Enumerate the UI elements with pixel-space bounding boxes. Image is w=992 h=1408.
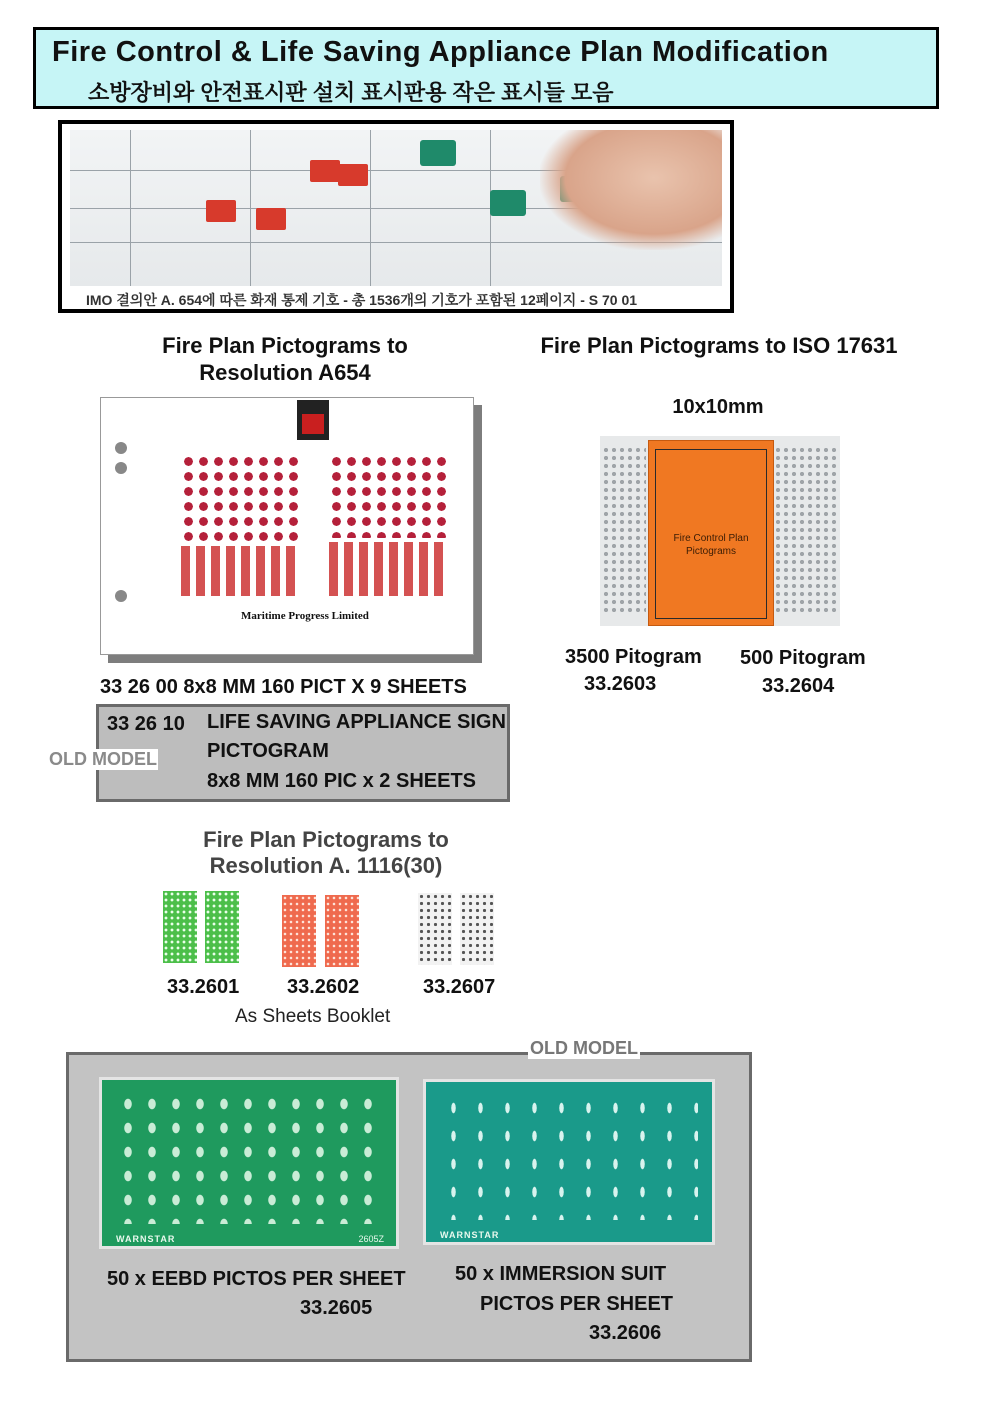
- immersion-suit-icon-grid: [440, 1094, 698, 1220]
- green-sheet-image: [205, 891, 239, 963]
- iso-item-label: 500 Pitogram: [740, 647, 866, 669]
- suit-caption-line-1: 50 x IMMERSION SUIT: [455, 1263, 667, 1285]
- banner-caption: IMO 결의안 A. 654에 따른 화재 통제 기호 - 총 1536개의 기호가 포함된 12페이지 - S 70 01: [86, 292, 638, 308]
- eebd-code: 33.2605: [300, 1297, 373, 1319]
- eebd-sheet-image: [99, 1077, 399, 1249]
- header-box: [33, 27, 939, 109]
- lsa-product-code: 33 26 10: [107, 713, 185, 735]
- eebd-caption: 50 x EEBD PICTOS PER SHEET: [107, 1268, 406, 1290]
- lsa-line-3: 8x8 MM 160 PIC x 2 SHEETS: [207, 770, 477, 792]
- eebd-icon-grid: [116, 1092, 382, 1224]
- lsa-line-2: PICTOGRAM: [207, 740, 329, 762]
- iso-size-label: 10x10mm: [672, 396, 764, 418]
- iso-item-code: 33.2603: [584, 673, 657, 695]
- iso-item-label: 3500 Pitogram: [565, 646, 702, 668]
- iso-booklet-image: [600, 436, 840, 626]
- lsa-line-1: LIFE SAVING APPLIANCE SIGN: [207, 711, 506, 733]
- maritime-progress-logo: [297, 400, 329, 440]
- green-sheet-image: [163, 891, 197, 963]
- white-sheet-image: [418, 893, 452, 965]
- a1116-heading: Fire Plan Pictograms to Resolution A. 1116(30): [203, 827, 449, 878]
- sheet-maker-name: Maritime Progress Limited: [241, 610, 369, 622]
- red-sheet-image: [282, 895, 316, 967]
- a1116-note: As Sheets Booklet: [235, 1006, 391, 1027]
- iso-heading: Fire Plan Pictograms to ISO 17631: [540, 333, 898, 358]
- orange-booklet: [648, 440, 774, 626]
- suit-code: 33.2606: [589, 1322, 662, 1344]
- a654-sheet-image: [100, 397, 474, 655]
- suit-caption-line-2: PICTOS PER SHEET: [480, 1293, 674, 1315]
- hand-photo: [540, 130, 722, 250]
- old-model-label: OLD MODEL: [530, 1038, 638, 1058]
- banner-photo-frame: [58, 120, 734, 313]
- immersion-suit-sheet-image: [423, 1079, 715, 1245]
- a1116-code: 33.2602: [287, 976, 360, 998]
- white-sheet-image: [460, 893, 494, 965]
- a654-heading: Fire Plan Pictograms to Resolution A654: [162, 333, 408, 385]
- sheet-brand: WARNSTAR: [116, 1234, 176, 1244]
- bottom-old-model-box: [66, 1052, 752, 1362]
- iso-item-code: 33.2604: [762, 675, 835, 697]
- sheet-number: 2605Z: [358, 1234, 384, 1244]
- fire-plan-photo: [70, 130, 722, 286]
- sheet-brand: WARNSTAR: [440, 1230, 500, 1240]
- booklet-title: Fire Control Plan Pictograms: [673, 533, 749, 557]
- red-sheet-image: [325, 895, 359, 967]
- a654-product-code: 33 26 00 8x8 MM 160 PICT X 9 SHEETS: [100, 676, 467, 698]
- lsa-old-model-box: [96, 704, 510, 802]
- page-title: Fire Control & Life Saving Appliance Plan Modification: [52, 36, 829, 68]
- old-model-label: OLD MODEL: [49, 749, 157, 769]
- a1116-code: 33.2601: [167, 976, 240, 998]
- page-subtitle: 소방장비와 안전표시판 설치 표시판용 작은 표시들 모음: [88, 80, 614, 105]
- a1116-code: 33.2607: [423, 976, 496, 998]
